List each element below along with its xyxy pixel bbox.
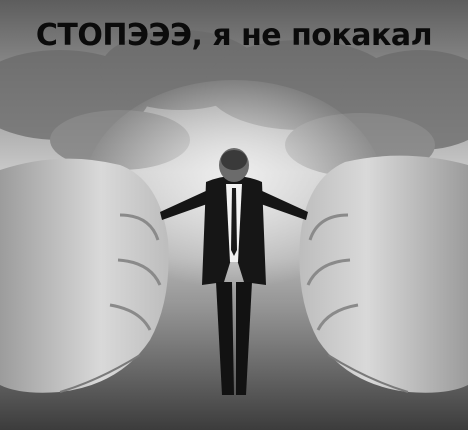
meme-caption: СТОПЭЭЭ, я не покакал — [35, 18, 433, 53]
